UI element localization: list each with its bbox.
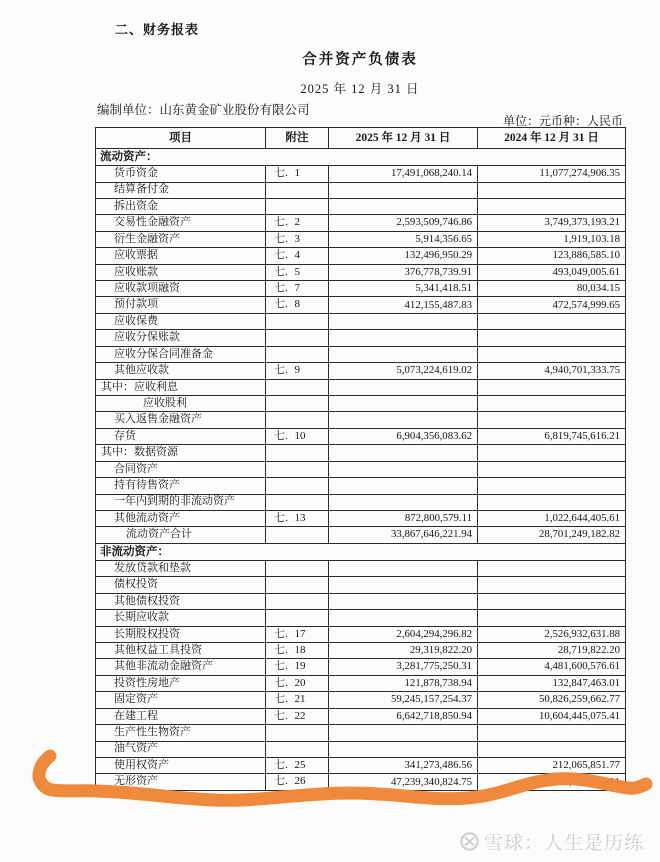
item-cell: 流动资产合计 xyxy=(96,527,266,543)
table-row xyxy=(96,149,626,166)
report-title: 合并资产负债表 xyxy=(302,52,418,68)
unit-note: 单位：元币种：人民币 xyxy=(502,114,623,128)
item-cell: 债权投资 xyxy=(96,577,266,593)
item-cell: 持有待售资产 xyxy=(96,478,266,494)
table-row xyxy=(96,527,626,543)
value-2024-cell xyxy=(478,494,626,510)
value-2025-cell: 872,800,579.11 xyxy=(329,510,478,526)
table-row xyxy=(96,445,626,461)
item-cell: 生产性生物资产 xyxy=(96,725,266,741)
table-row xyxy=(96,346,626,362)
table-row xyxy=(96,708,626,724)
table-row xyxy=(96,461,626,477)
note-cell xyxy=(266,412,329,428)
table-row xyxy=(96,182,626,198)
value-2025-cell: 412,155,487.83 xyxy=(329,297,478,313)
note-cell xyxy=(266,527,329,543)
note-cell xyxy=(266,741,329,757)
value-2024-cell xyxy=(478,610,626,626)
prepared-by: 编制单位：山东黄金矿业股份有限公司 xyxy=(97,103,310,117)
value-2025-cell xyxy=(329,412,478,428)
item-cell: 其他债权投资 xyxy=(96,593,266,609)
table-row xyxy=(96,198,626,214)
item-cell: 应收款项融资 xyxy=(96,281,266,297)
note-cell: 七. 17 xyxy=(266,626,329,642)
table-header-row xyxy=(96,128,626,149)
value-2025-cell xyxy=(329,725,478,741)
value-2025-cell: 29,319,822.20 xyxy=(329,643,478,659)
value-2024-cell xyxy=(478,445,626,461)
table-row xyxy=(96,543,626,560)
note-cell xyxy=(266,577,329,593)
value-2025-cell xyxy=(329,577,478,593)
value-2025-cell xyxy=(329,461,478,477)
table-row xyxy=(96,626,626,642)
item-cell: 发放贷款和垫款 xyxy=(96,560,266,576)
value-2025-cell: 47,239,340,824.75 xyxy=(329,774,478,791)
item-cell: 应收账款 xyxy=(96,264,266,280)
value-2024-cell: 4,940,701,333.75 xyxy=(478,363,626,379)
table-row xyxy=(96,428,626,444)
value-2025-cell: 5,914,356.65 xyxy=(329,231,478,247)
header-2025: 2025 年 12 月 31 日 xyxy=(329,128,478,149)
note-cell: 七. 22 xyxy=(266,708,329,724)
table-row xyxy=(96,281,626,297)
item-cell: 结算备付金 xyxy=(96,182,266,198)
table-row xyxy=(96,757,626,773)
note-cell: 七. 10 xyxy=(266,428,329,444)
value-2024-cell xyxy=(478,560,626,576)
item-cell: 应收保费 xyxy=(96,313,266,329)
value-2024-cell: 28,701,249,182.82 xyxy=(478,527,626,543)
note-cell xyxy=(266,593,329,609)
note-cell: 七. 21 xyxy=(266,692,329,708)
value-2025-cell xyxy=(329,445,478,461)
value-2025-cell: 33,867,646,221.94 xyxy=(329,527,478,543)
item-cell: 油气资产 xyxy=(96,741,266,757)
value-2024-cell xyxy=(478,725,626,741)
value-2025-cell: 17,491,068,240.14 xyxy=(329,166,478,182)
note-cell: 七. 9 xyxy=(266,363,329,379)
value-2024-cell xyxy=(478,198,626,214)
watermark-text: 雪球：人生是历练 xyxy=(483,833,644,854)
value-2025-cell xyxy=(329,396,478,412)
value-2024-cell: 493,049,005.61 xyxy=(478,264,626,280)
value-2024-cell xyxy=(478,577,626,593)
note-cell: 七. 18 xyxy=(266,643,329,659)
item-cell: 应收分保账款 xyxy=(96,330,266,346)
item-cell: 买入返售金融资产 xyxy=(96,412,266,428)
note-cell: 七. 19 xyxy=(266,659,329,675)
value-2024-cell xyxy=(478,593,626,609)
table-row xyxy=(96,510,626,526)
item-cell: 货币资金 xyxy=(96,166,266,182)
xueqiu-logo-icon xyxy=(460,832,479,851)
item-cell: 一年内到期的非流动资产 xyxy=(96,494,266,510)
value-2025-cell xyxy=(329,741,478,757)
note-cell xyxy=(266,610,329,626)
value-2024-cell: 47,347,838,861.91 xyxy=(478,774,626,791)
note-cell: 七. 8 xyxy=(266,297,329,313)
table-row xyxy=(96,494,626,510)
value-2024-cell: 6,819,745,616.21 xyxy=(478,428,626,444)
value-2024-cell xyxy=(478,396,626,412)
value-2024-cell: 212,065,851.77 xyxy=(478,757,626,773)
value-2024-cell xyxy=(478,313,626,329)
value-2025-cell: 5,341,418.51 xyxy=(329,281,478,297)
value-2025-cell: 341,273,486.56 xyxy=(329,757,478,773)
value-2025-cell: 132,496,950.29 xyxy=(329,248,478,264)
value-2025-cell xyxy=(329,560,478,576)
note-cell xyxy=(266,330,329,346)
table-row xyxy=(96,659,626,675)
note-cell: 七. 7 xyxy=(266,281,329,297)
value-2025-cell xyxy=(329,198,478,214)
table-row xyxy=(96,412,626,428)
item-cell: 合同资产 xyxy=(96,461,266,477)
value-2024-cell xyxy=(478,379,626,395)
value-2025-cell xyxy=(329,379,478,395)
note-cell: 七. 5 xyxy=(266,264,329,280)
value-2024-cell xyxy=(478,182,626,198)
table-row xyxy=(96,774,626,791)
value-2025-cell xyxy=(329,593,478,609)
note-cell xyxy=(266,346,329,362)
table-row xyxy=(96,379,626,395)
note-cell xyxy=(266,396,329,412)
table-row xyxy=(96,264,626,280)
table-row xyxy=(96,577,626,593)
value-2025-cell xyxy=(329,182,478,198)
note-cell xyxy=(266,478,329,494)
value-2025-cell: 6,642,718,850.94 xyxy=(329,708,478,724)
item-cell: 预付款项 xyxy=(96,297,266,313)
item-cell: 固定资产 xyxy=(96,692,266,708)
note-cell: 七. 20 xyxy=(266,675,329,691)
section-row-label: 流动资产： xyxy=(96,149,626,166)
item-cell: 其中：应收利息 xyxy=(96,379,266,395)
table-row xyxy=(96,215,626,231)
table-row xyxy=(96,166,626,182)
item-cell: 其中：数据资源 xyxy=(96,445,266,461)
table-row xyxy=(96,643,626,659)
item-cell: 应收票据 xyxy=(96,248,266,264)
table-row xyxy=(96,248,626,264)
value-2024-cell: 472,574,999.65 xyxy=(478,297,626,313)
header-item: 项目 xyxy=(96,128,266,149)
item-cell: 无形资产 xyxy=(96,774,266,791)
item-cell: 应收股利 xyxy=(96,396,266,412)
header-note: 附注 xyxy=(266,128,329,149)
value-2024-cell: 80,034.15 xyxy=(478,281,626,297)
table-row xyxy=(96,478,626,494)
section-label: 二、财务报表 xyxy=(115,22,200,37)
value-2024-cell: 2,526,932,631.88 xyxy=(478,626,626,642)
table-row xyxy=(96,560,626,576)
table-row xyxy=(96,396,626,412)
value-2024-cell: 1,919,103.18 xyxy=(478,231,626,247)
value-2024-cell: 11,077,274,906.35 xyxy=(478,166,626,182)
note-cell xyxy=(266,379,329,395)
note-cell: 七. 4 xyxy=(266,248,329,264)
value-2024-cell: 123,886,585.10 xyxy=(478,248,626,264)
report-date: 2025 年 12 月 31 日 xyxy=(300,82,420,96)
item-cell: 其他流动资产 xyxy=(96,510,266,526)
value-2024-cell: 28,719,822.20 xyxy=(478,643,626,659)
item-cell: 长期股权投资 xyxy=(96,626,266,642)
value-2024-cell: 132,847,463.01 xyxy=(478,675,626,691)
item-cell: 其他权益工具投资 xyxy=(96,643,266,659)
item-cell: 拆出资金 xyxy=(96,198,266,214)
value-2025-cell xyxy=(329,330,478,346)
note-cell xyxy=(266,445,329,461)
value-2025-cell xyxy=(329,478,478,494)
value-2025-cell xyxy=(329,494,478,510)
value-2024-cell xyxy=(478,461,626,477)
value-2025-cell xyxy=(329,313,478,329)
value-2025-cell: 2,604,294,296.82 xyxy=(329,626,478,642)
item-cell: 投资性房地产 xyxy=(96,675,266,691)
note-cell: 七. 1 xyxy=(266,166,329,182)
table-row xyxy=(96,363,626,379)
value-2024-cell: 1,022,644,405.61 xyxy=(478,510,626,526)
item-cell: 其他非流动金融资产 xyxy=(96,659,266,675)
note-cell: 七. 13 xyxy=(266,510,329,526)
item-cell: 存货 xyxy=(96,428,266,444)
value-2024-cell: 3,749,373,193.21 xyxy=(478,215,626,231)
item-cell: 使用权资产 xyxy=(96,757,266,773)
note-cell: 七. 3 xyxy=(266,231,329,247)
note-cell xyxy=(266,182,329,198)
table-row xyxy=(96,231,626,247)
item-cell: 交易性金融资产 xyxy=(96,215,266,231)
table-row xyxy=(96,297,626,313)
note-cell xyxy=(266,198,329,214)
table-row xyxy=(96,725,626,741)
table-row xyxy=(96,330,626,346)
value-2024-cell xyxy=(478,346,626,362)
value-2024-cell: 4,481,600,576.61 xyxy=(478,659,626,675)
value-2025-cell: 376,778,739.91 xyxy=(329,264,478,280)
value-2024-cell xyxy=(478,741,626,757)
item-cell: 在建工程 xyxy=(96,708,266,724)
section-row-label: 非流动资产： xyxy=(96,543,626,560)
value-2025-cell: 121,878,738.94 xyxy=(329,675,478,691)
value-2025-cell: 6,904,356,083.62 xyxy=(329,428,478,444)
note-cell xyxy=(266,313,329,329)
watermark xyxy=(460,828,644,855)
value-2025-cell: 2,593,509,746.86 xyxy=(329,215,478,231)
item-cell: 其他应收款 xyxy=(96,363,266,379)
value-2024-cell xyxy=(478,478,626,494)
note-cell: 七. 26 xyxy=(266,774,329,791)
balance-sheet-body xyxy=(96,149,626,791)
note-cell: 七. 2 xyxy=(266,215,329,231)
header-2024: 2024 年 12 月 31 日 xyxy=(478,128,626,149)
note-cell xyxy=(266,725,329,741)
table-row xyxy=(96,610,626,626)
table-row xyxy=(96,692,626,708)
value-2025-cell: 59,245,157,254.37 xyxy=(329,692,478,708)
note-cell: 七. 25 xyxy=(266,757,329,773)
note-cell xyxy=(266,494,329,510)
note-cell xyxy=(266,461,329,477)
value-2024-cell: 10,604,445,075.41 xyxy=(478,708,626,724)
note-cell xyxy=(266,560,329,576)
table-row xyxy=(96,313,626,329)
table-row xyxy=(96,593,626,609)
item-cell: 衍生金融资产 xyxy=(96,231,266,247)
value-2025-cell xyxy=(329,346,478,362)
value-2024-cell xyxy=(478,330,626,346)
item-cell: 应收分保合同准备金 xyxy=(96,346,266,362)
value-2025-cell xyxy=(329,610,478,626)
value-2025-cell: 3,281,775,250.31 xyxy=(329,659,478,675)
balance-sheet-table xyxy=(95,127,626,791)
item-cell: 长期应收款 xyxy=(96,610,266,626)
value-2024-cell: 50,826,259,662.77 xyxy=(478,692,626,708)
value-2025-cell: 5,073,224,619.02 xyxy=(329,363,478,379)
value-2024-cell xyxy=(478,412,626,428)
table-row xyxy=(96,741,626,757)
table-row xyxy=(96,675,626,691)
